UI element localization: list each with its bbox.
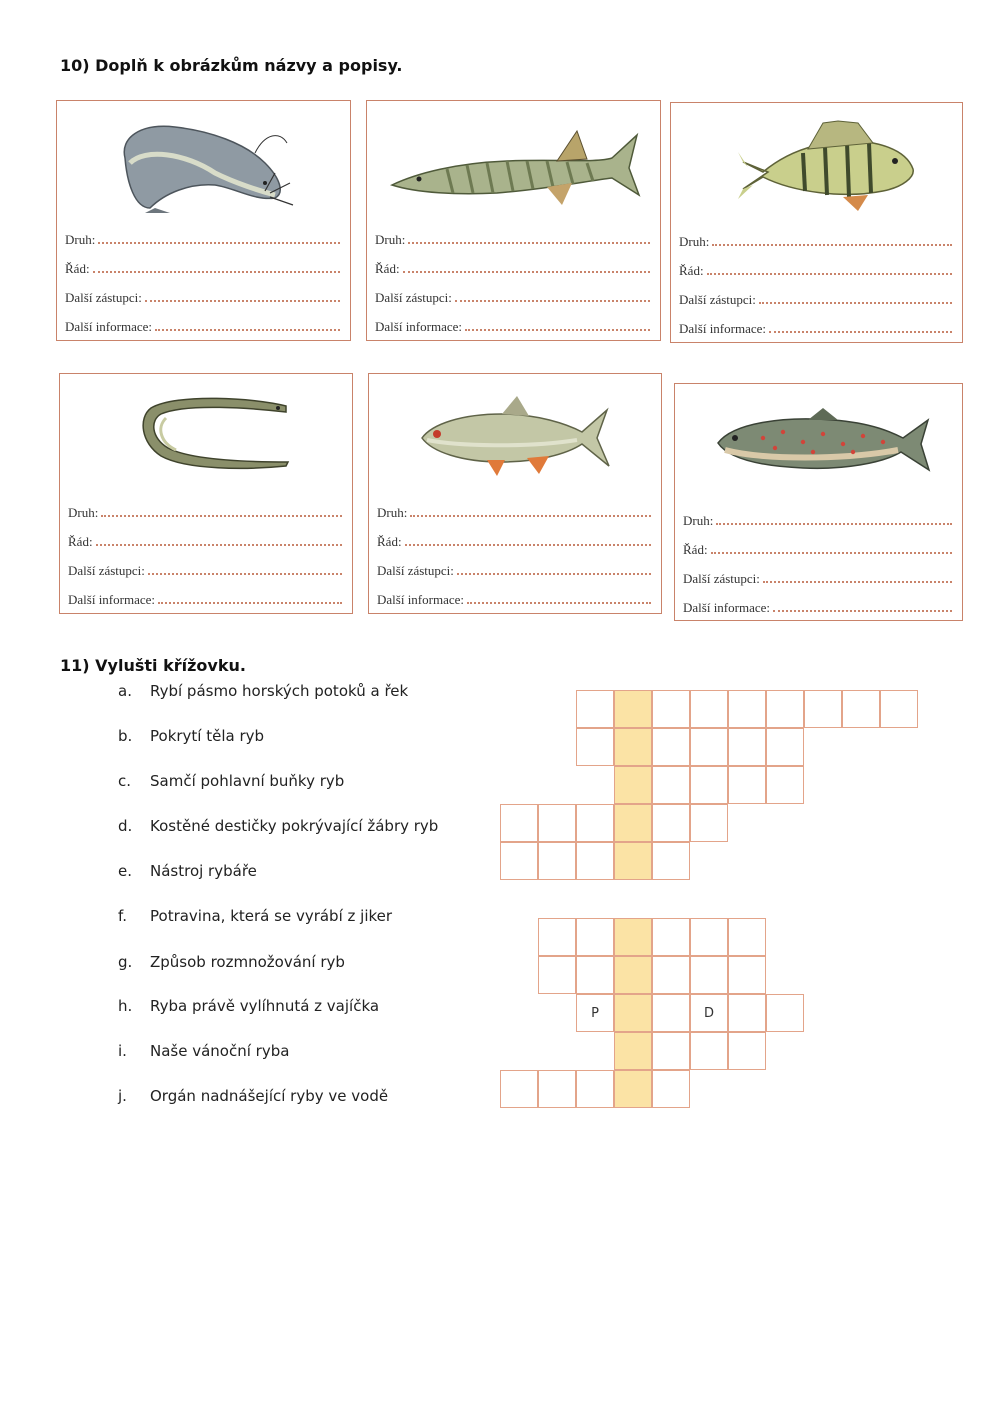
field-label-species: Druh: (68, 505, 99, 520)
answer-line[interactable] (93, 270, 340, 273)
crossword-cell[interactable] (500, 804, 538, 842)
fish-card-eel (59, 373, 353, 614)
field-label-representatives: Další zástupci: (65, 290, 142, 305)
crossword-cell[interactable] (576, 728, 614, 766)
field-label-info: Další informace: (375, 319, 462, 334)
crossword-cell[interactable] (728, 690, 766, 728)
field-label-info: Další informace: (683, 600, 770, 615)
crossword-cell[interactable] (690, 728, 728, 766)
field-label-order: Řád: (679, 263, 704, 278)
crossword-cell[interactable] (500, 842, 538, 880)
answer-line[interactable] (403, 270, 650, 273)
crossword-key-cell[interactable] (614, 804, 652, 842)
answer-line[interactable] (716, 522, 952, 525)
clue-e: e. Nástroj rybáře (118, 862, 257, 880)
field-label-species: Druh: (65, 232, 96, 247)
trout-icon (713, 408, 933, 478)
field-label-species: Druh: (679, 234, 710, 249)
crossword-cell[interactable] (576, 804, 614, 842)
catfish-icon (115, 113, 295, 213)
crossword-cell[interactable] (652, 1070, 690, 1108)
fish-card-trout (674, 383, 963, 621)
crossword-cell[interactable] (842, 690, 880, 728)
clue-a: a. Rybí pásmo horských potoků a řek (118, 682, 409, 700)
roach-icon (417, 396, 612, 476)
crossword-cell[interactable] (652, 918, 690, 956)
answer-line[interactable] (158, 601, 342, 604)
fish-card-catfish (56, 100, 351, 341)
field-label-species: Druh: (375, 232, 406, 247)
crossword-cell[interactable] (804, 690, 842, 728)
crossword-cell[interactable] (538, 1070, 576, 1108)
answer-line[interactable] (769, 330, 952, 333)
crossword-cell[interactable] (652, 766, 690, 804)
field-label-order: Řád: (68, 534, 93, 549)
answer-line[interactable] (712, 243, 952, 246)
crossword-cell[interactable] (766, 994, 804, 1032)
field-label-info: Další informace: (65, 319, 152, 334)
fish-card-perch (670, 102, 963, 343)
clue-i: i. Naše vánoční ryba (118, 1042, 290, 1060)
prefilled-letter: D (703, 1005, 714, 1021)
crossword-key-cell[interactable] (614, 956, 652, 994)
crossword-cell[interactable] (576, 1070, 614, 1108)
crossword-key-cell[interactable] (614, 728, 652, 766)
field-label-representatives: Další zástupci: (683, 571, 760, 586)
clue-f: f. Potravina, která se vyrábí z jiker (118, 907, 393, 925)
crossword-cell[interactable] (766, 728, 804, 766)
crossword-cell[interactable] (728, 728, 766, 766)
clue-h: h. Ryba právě vylíhnutá z vajíčka (118, 997, 380, 1015)
answer-line[interactable] (467, 601, 651, 604)
field-label-order: Řád: (683, 542, 708, 557)
crossword-cell[interactable] (728, 994, 766, 1032)
crossword-cell[interactable] (652, 842, 690, 880)
field-label-representatives: Další zástupci: (679, 292, 756, 307)
answer-line[interactable] (773, 609, 952, 612)
task11-heading: 11) Vylušti křížovku. (60, 656, 246, 675)
crossword-key-cell[interactable] (614, 918, 652, 956)
crossword-cell[interactable] (576, 956, 614, 994)
crossword-cell[interactable] (652, 1032, 690, 1070)
crossword-cell[interactable] (538, 918, 576, 956)
task10-heading: 10) Doplň k obrázkům názvy a popisy. (60, 56, 403, 75)
eel-icon (136, 388, 296, 478)
crossword-cell[interactable] (576, 994, 614, 1032)
answer-line[interactable] (98, 241, 340, 244)
crossword-cell[interactable] (690, 956, 728, 994)
crossword-key-cell[interactable] (614, 994, 652, 1032)
clue-c: c. Samčí pohlavní buňky ryb (118, 772, 345, 790)
crossword-cell[interactable] (766, 690, 804, 728)
answer-line[interactable] (707, 272, 952, 275)
pike-icon (387, 123, 642, 208)
field-label-species: Druh: (683, 513, 714, 528)
crossword-cell[interactable] (538, 842, 576, 880)
answer-line[interactable] (405, 543, 651, 546)
crossword-cell[interactable] (652, 690, 690, 728)
crossword-cell[interactable] (690, 690, 728, 728)
crossword-cell[interactable] (652, 728, 690, 766)
crossword-cell[interactable] (880, 690, 918, 728)
field-label-info: Další informace: (679, 321, 766, 336)
crossword-cell[interactable] (652, 994, 690, 1032)
answer-line[interactable] (455, 299, 650, 302)
answer-line[interactable] (155, 328, 340, 331)
crossword-cell[interactable] (690, 918, 728, 956)
crossword-cell[interactable] (766, 766, 804, 804)
crossword-key-cell[interactable] (614, 766, 652, 804)
clue-j: j. Orgán nadnášející ryby ve vodě (118, 1087, 389, 1105)
answer-line[interactable] (145, 299, 340, 302)
prefilled-letter: P (591, 1005, 599, 1021)
answer-line[interactable] (711, 551, 952, 554)
clue-b: b. Pokrytí těla ryb (118, 727, 265, 745)
crossword-cell[interactable] (652, 956, 690, 994)
crossword-cell[interactable] (576, 690, 614, 728)
crossword-cell[interactable] (690, 804, 728, 842)
crossword-cell[interactable] (576, 918, 614, 956)
field-label-species: Druh: (377, 505, 408, 520)
field-label-order: Řád: (65, 261, 90, 276)
crossword-cell[interactable] (652, 804, 690, 842)
crossword-cell[interactable] (728, 1032, 766, 1070)
crossword-cell[interactable] (538, 804, 576, 842)
crossword-key-cell[interactable] (614, 1032, 652, 1070)
field-label-info: Další informace: (377, 592, 464, 607)
crossword-cell[interactable] (500, 1070, 538, 1108)
answer-line[interactable] (408, 241, 650, 244)
field-label-info: Další informace: (68, 592, 155, 607)
answer-line[interactable] (410, 514, 651, 517)
crossword-cell[interactable] (538, 956, 576, 994)
perch-icon (733, 117, 918, 212)
answer-line[interactable] (763, 580, 952, 583)
crossword-key-cell[interactable] (614, 842, 652, 880)
fish-card-roach (368, 373, 662, 614)
field-label-order: Řád: (375, 261, 400, 276)
answer-line[interactable] (465, 328, 650, 331)
crossword-cell[interactable] (690, 1032, 728, 1070)
crossword-cell[interactable] (690, 766, 728, 804)
crossword-cell[interactable] (728, 766, 766, 804)
clue-g: g. Způsob rozmnožování ryb (118, 953, 345, 971)
fish-card-pike (366, 100, 661, 341)
crossword-cell[interactable] (690, 994, 728, 1032)
field-label-representatives: Další zástupci: (68, 563, 145, 578)
field-label-representatives: Další zástupci: (377, 563, 454, 578)
field-label-representatives: Další zástupci: (375, 290, 452, 305)
answer-line[interactable] (759, 301, 952, 304)
crossword-key-cell[interactable] (614, 1070, 652, 1108)
answer-line[interactable] (457, 572, 651, 575)
clue-d: d. Kostěné destičky pokrývající žábry ryb (118, 817, 439, 835)
crossword-cell[interactable] (728, 956, 766, 994)
answer-line[interactable] (96, 543, 342, 546)
field-label-order: Řád: (377, 534, 402, 549)
answer-line[interactable] (101, 514, 342, 517)
answer-line[interactable] (148, 572, 342, 575)
crossword-key-cell[interactable] (614, 690, 652, 728)
crossword-cell[interactable] (728, 918, 766, 956)
crossword-cell[interactable] (576, 842, 614, 880)
